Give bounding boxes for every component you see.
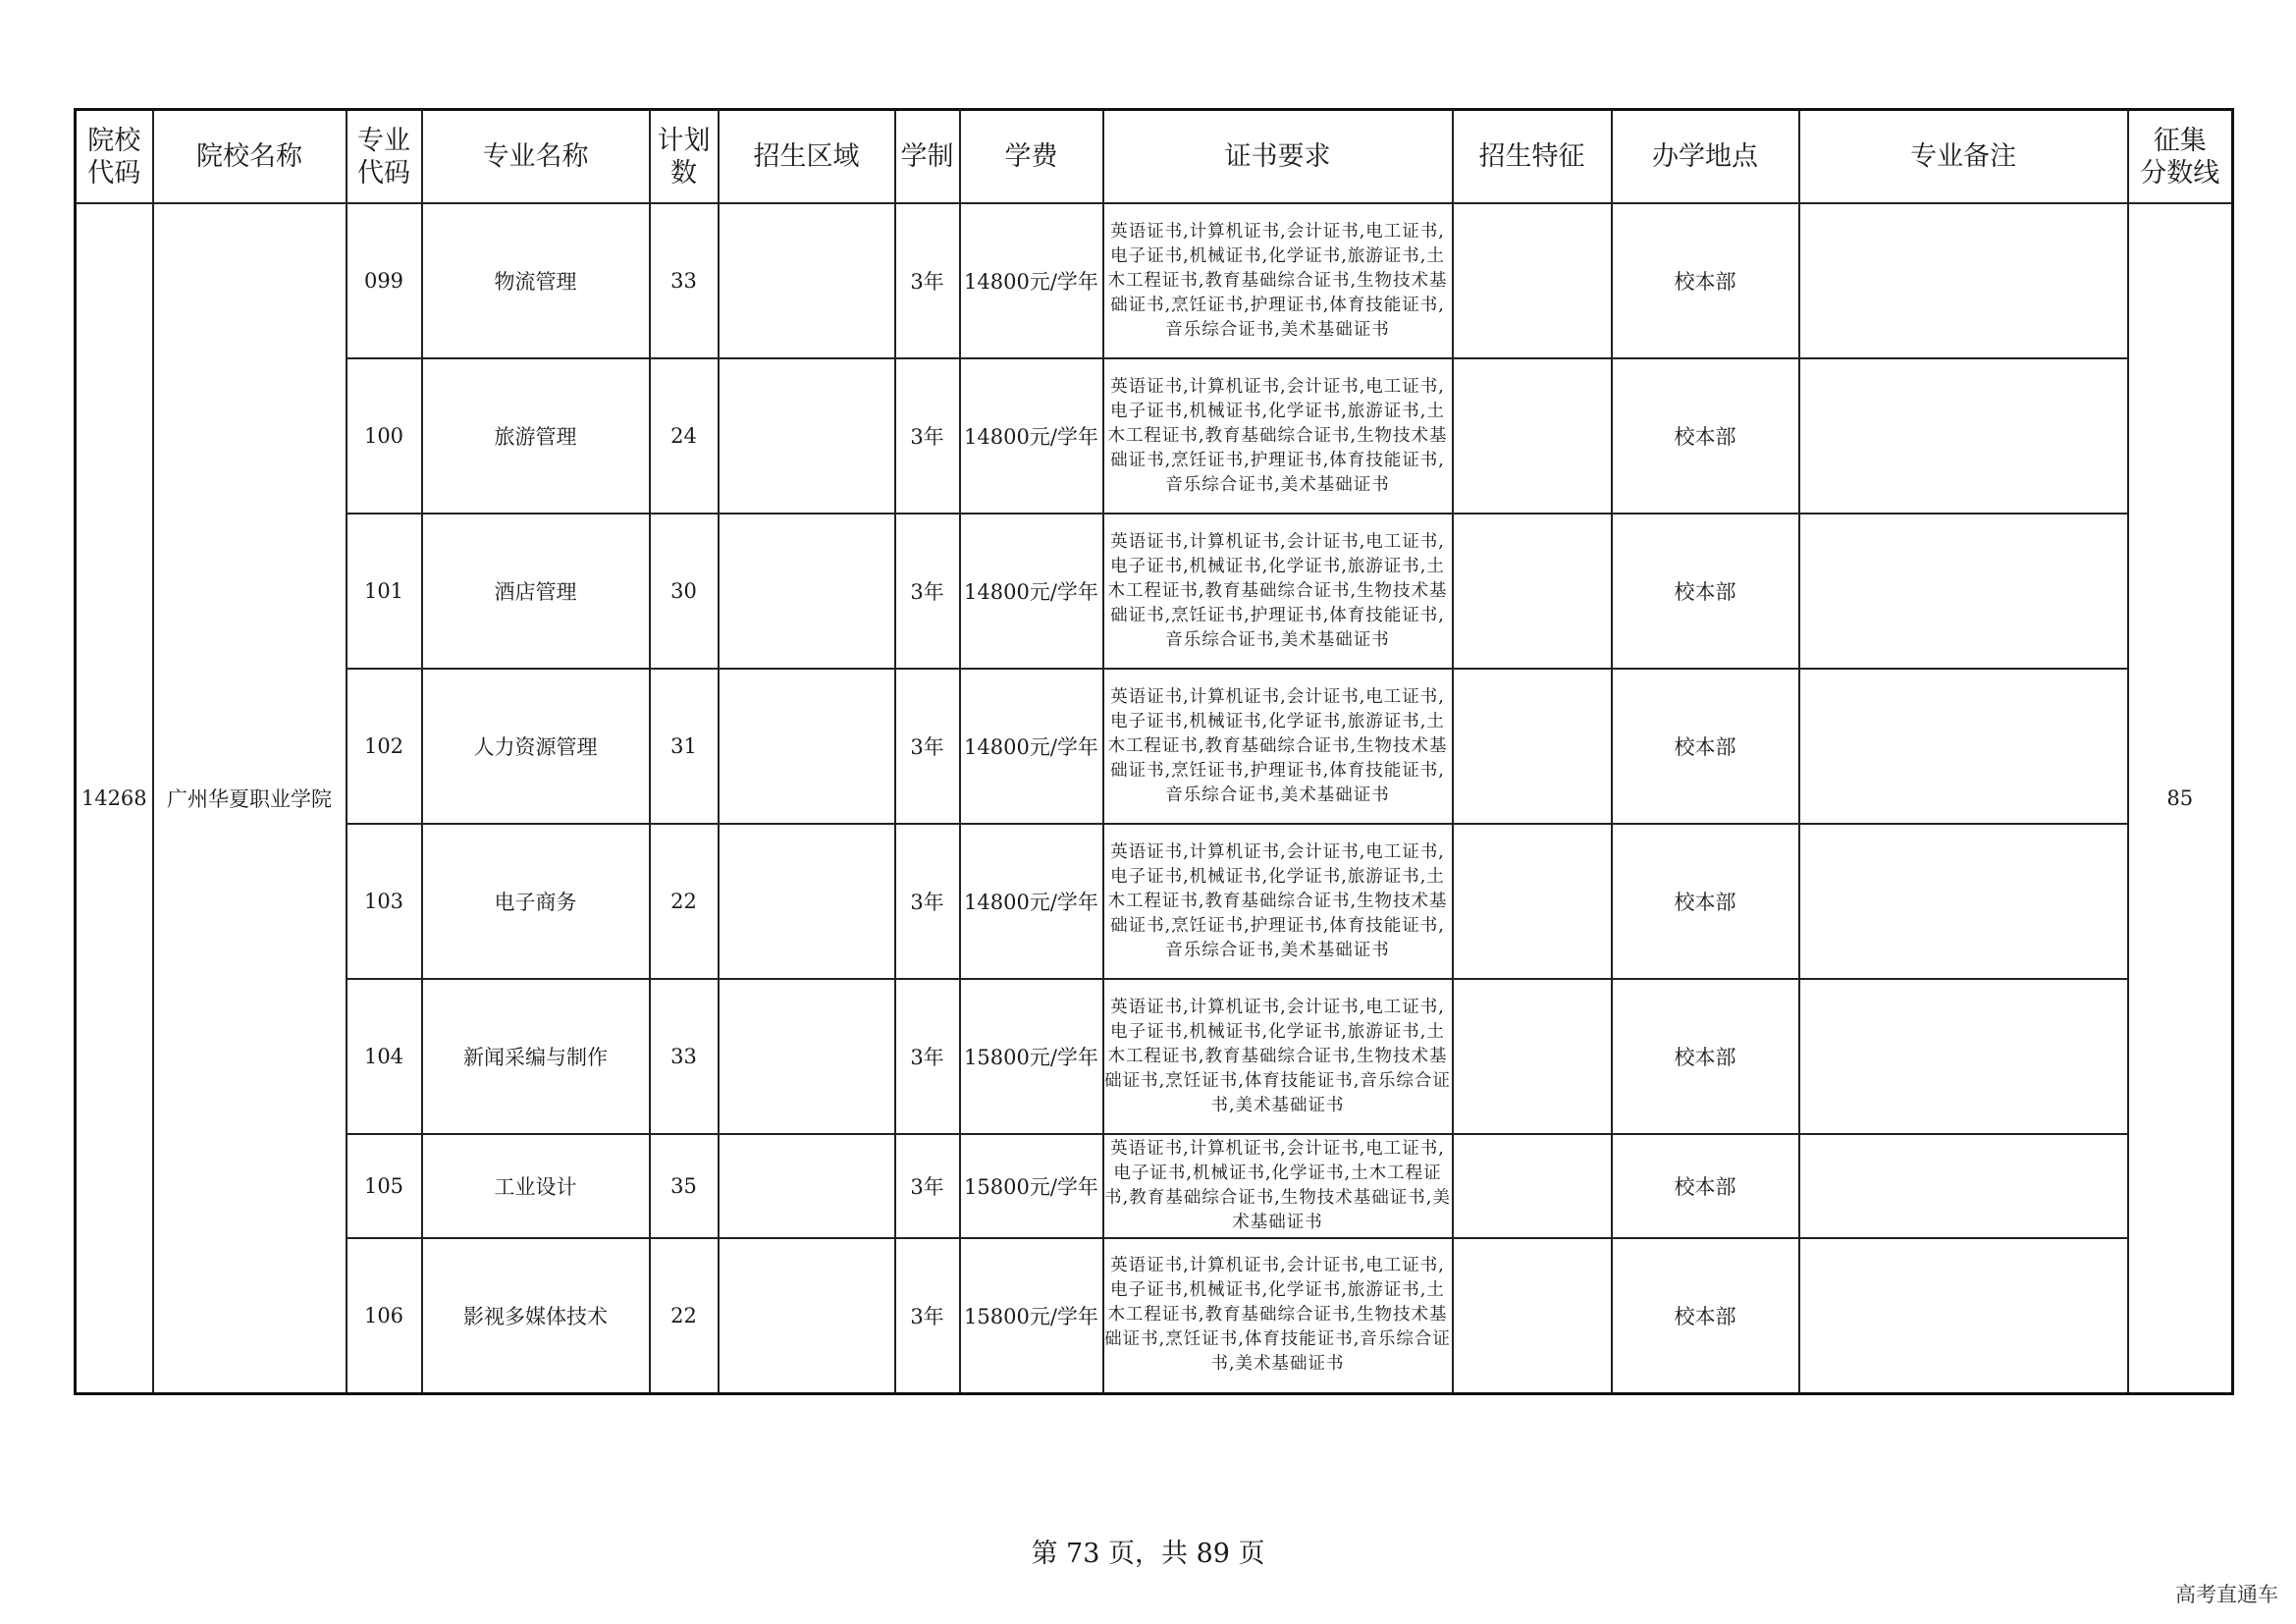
major-code: 104 [347, 979, 422, 1134]
header-region: 招生区域 [719, 110, 895, 204]
major-name: 新闻采编与制作 [422, 979, 650, 1134]
fee: 14800元/学年 [960, 358, 1103, 514]
major-code: 099 [347, 203, 422, 358]
duration: 3年 [895, 1134, 960, 1238]
certificate-requirements: 英语证书,计算机证书,会计证书,电工证书,电子证书,机械证书,化学证书,旅游证书,土木工程证书,教育基础综合证书,生物技术基础证书,烹饪证书,护理证书,体育技能证书,音乐综合证书,美术基础证书 [1103, 203, 1453, 358]
location: 校本部 [1612, 979, 1799, 1134]
plan-count: 22 [650, 1238, 719, 1393]
location: 校本部 [1612, 1238, 1799, 1393]
major-name: 工业设计 [422, 1134, 650, 1238]
major-name: 酒店管理 [422, 514, 650, 669]
major-name: 影视多媒体技术 [422, 1238, 650, 1393]
feature [1453, 824, 1612, 979]
note [1799, 203, 2128, 358]
table-row [76, 1134, 2233, 1238]
page-number: 第 73 页，共 89 页 [1031, 1539, 1265, 1569]
plan-count: 33 [650, 203, 719, 358]
certificate-requirements: 英语证书,计算机证书,会计证书,电工证书,电子证书,机械证书,化学证书,旅游证书,土木工程证书,教育基础综合证书,生物技术基础证书,烹饪证书,护理证书,体育技能证书,音乐综合证书,美术基础证书 [1103, 669, 1453, 824]
header-feature: 招生特征 [1453, 110, 1612, 204]
duration: 3年 [895, 979, 960, 1134]
school-code: 14268 [76, 203, 153, 1393]
header-school-name: 院校名称 [153, 110, 347, 204]
plan-count: 22 [650, 824, 719, 979]
region [719, 824, 895, 979]
feature [1453, 979, 1612, 1134]
note [1799, 979, 2128, 1134]
cutoff-score: 85 [2128, 203, 2233, 1393]
major-name: 人力资源管理 [422, 669, 650, 824]
header-note: 专业备注 [1799, 110, 2128, 204]
certificate-requirements: 英语证书,计算机证书,会计证书,电工证书,电子证书,机械证书,化学证书,旅游证书,土木工程证书,教育基础综合证书,生物技术基础证书,烹饪证书,体育技能证书,音乐综合证书,美术基础证书 [1103, 1238, 1453, 1393]
table-row [76, 669, 2233, 824]
certificate-requirements: 英语证书,计算机证书,会计证书,电工证书,电子证书,机械证书,化学证书,旅游证书,土木工程证书,教育基础综合证书,生物技术基础证书,烹饪证书,护理证书,体育技能证书,音乐综合证书,美术基础证书 [1103, 824, 1453, 979]
plan-count: 35 [650, 1134, 719, 1238]
major-code: 102 [347, 669, 422, 824]
table-row [76, 514, 2233, 669]
region [719, 358, 895, 514]
duration: 3年 [895, 203, 960, 358]
table-row [76, 203, 2233, 358]
note [1799, 669, 2128, 824]
table-row [76, 979, 2233, 1134]
certificate-requirements: 英语证书,计算机证书,会计证书,电工证书,电子证书,机械证书,化学证书,土木工程证书,教育基础综合证书,生物技术基础证书,美术基础证书 [1103, 1134, 1453, 1238]
region [719, 669, 895, 824]
table-row [76, 1238, 2233, 1393]
certificate-requirements: 英语证书,计算机证书,会计证书,电工证书,电子证书,机械证书,化学证书,旅游证书,土木工程证书,教育基础综合证书,生物技术基础证书,烹饪证书,护理证书,体育技能证书,音乐综合证书,美术基础证书 [1103, 358, 1453, 514]
location: 校本部 [1612, 358, 1799, 514]
note [1799, 1238, 2128, 1393]
header-location: 办学地点 [1612, 110, 1799, 204]
location: 校本部 [1612, 514, 1799, 669]
location: 校本部 [1612, 1134, 1799, 1238]
feature [1453, 1238, 1612, 1393]
certificate-requirements: 英语证书,计算机证书,会计证书,电工证书,电子证书,机械证书,化学证书,旅游证书,土木工程证书,教育基础综合证书,生物技术基础证书,烹饪证书,护理证书,体育技能证书,音乐综合证书,美术基础证书 [1103, 514, 1453, 669]
feature [1453, 514, 1612, 669]
fee: 14800元/学年 [960, 203, 1103, 358]
major-code: 100 [347, 358, 422, 514]
location: 校本部 [1612, 203, 1799, 358]
header-fee: 学费 [960, 110, 1103, 204]
watermark: 高考直通车 [2175, 1583, 2278, 1606]
fee: 15800元/学年 [960, 979, 1103, 1134]
note [1799, 514, 2128, 669]
major-code: 103 [347, 824, 422, 979]
feature [1453, 203, 1612, 358]
duration: 3年 [895, 358, 960, 514]
location: 校本部 [1612, 824, 1799, 979]
fee: 14800元/学年 [960, 669, 1103, 824]
header-school-code: 院校 代码 [76, 110, 153, 204]
plan-count: 33 [650, 979, 719, 1134]
plan-count: 30 [650, 514, 719, 669]
header-plan-count: 计划 数 [650, 110, 719, 204]
fee: 14800元/学年 [960, 514, 1103, 669]
region [719, 203, 895, 358]
major-name: 物流管理 [422, 203, 650, 358]
header-duration: 学制 [895, 110, 960, 204]
feature [1453, 669, 1612, 824]
header-major-code: 专业 代码 [347, 110, 422, 204]
note [1799, 358, 2128, 514]
duration: 3年 [895, 514, 960, 669]
duration: 3年 [895, 824, 960, 979]
school-name: 广州华夏职业学院 [153, 203, 347, 1393]
certificate-requirements: 英语证书,计算机证书,会计证书,电工证书,电子证书,机械证书,化学证书,旅游证书,土木工程证书,教育基础综合证书,生物技术基础证书,烹饪证书,体育技能证书,音乐综合证书,美术基础证书 [1103, 979, 1453, 1134]
major-name: 旅游管理 [422, 358, 650, 514]
major-name: 电子商务 [422, 824, 650, 979]
feature [1453, 358, 1612, 514]
feature [1453, 1134, 1612, 1238]
note [1799, 1134, 2128, 1238]
region [719, 514, 895, 669]
plan-count: 24 [650, 358, 719, 514]
table-row [76, 824, 2233, 979]
region [719, 1134, 895, 1238]
duration: 3年 [895, 1238, 960, 1393]
fee: 14800元/学年 [960, 824, 1103, 979]
header-row [76, 110, 2233, 204]
region [719, 1238, 895, 1393]
table-row [76, 358, 2233, 514]
region [719, 979, 895, 1134]
plan-count: 31 [650, 669, 719, 824]
note [1799, 824, 2128, 979]
duration: 3年 [895, 669, 960, 824]
major-code: 106 [347, 1238, 422, 1393]
major-code: 105 [347, 1134, 422, 1238]
location: 校本部 [1612, 669, 1799, 824]
admission-table [74, 108, 2234, 1395]
header-cutoff: 征集 分数线 [2128, 110, 2233, 204]
header-major-name: 专业名称 [422, 110, 650, 204]
fee: 15800元/学年 [960, 1238, 1103, 1393]
major-code: 101 [347, 514, 422, 669]
header-certificate: 证书要求 [1103, 110, 1453, 204]
fee: 15800元/学年 [960, 1134, 1103, 1238]
